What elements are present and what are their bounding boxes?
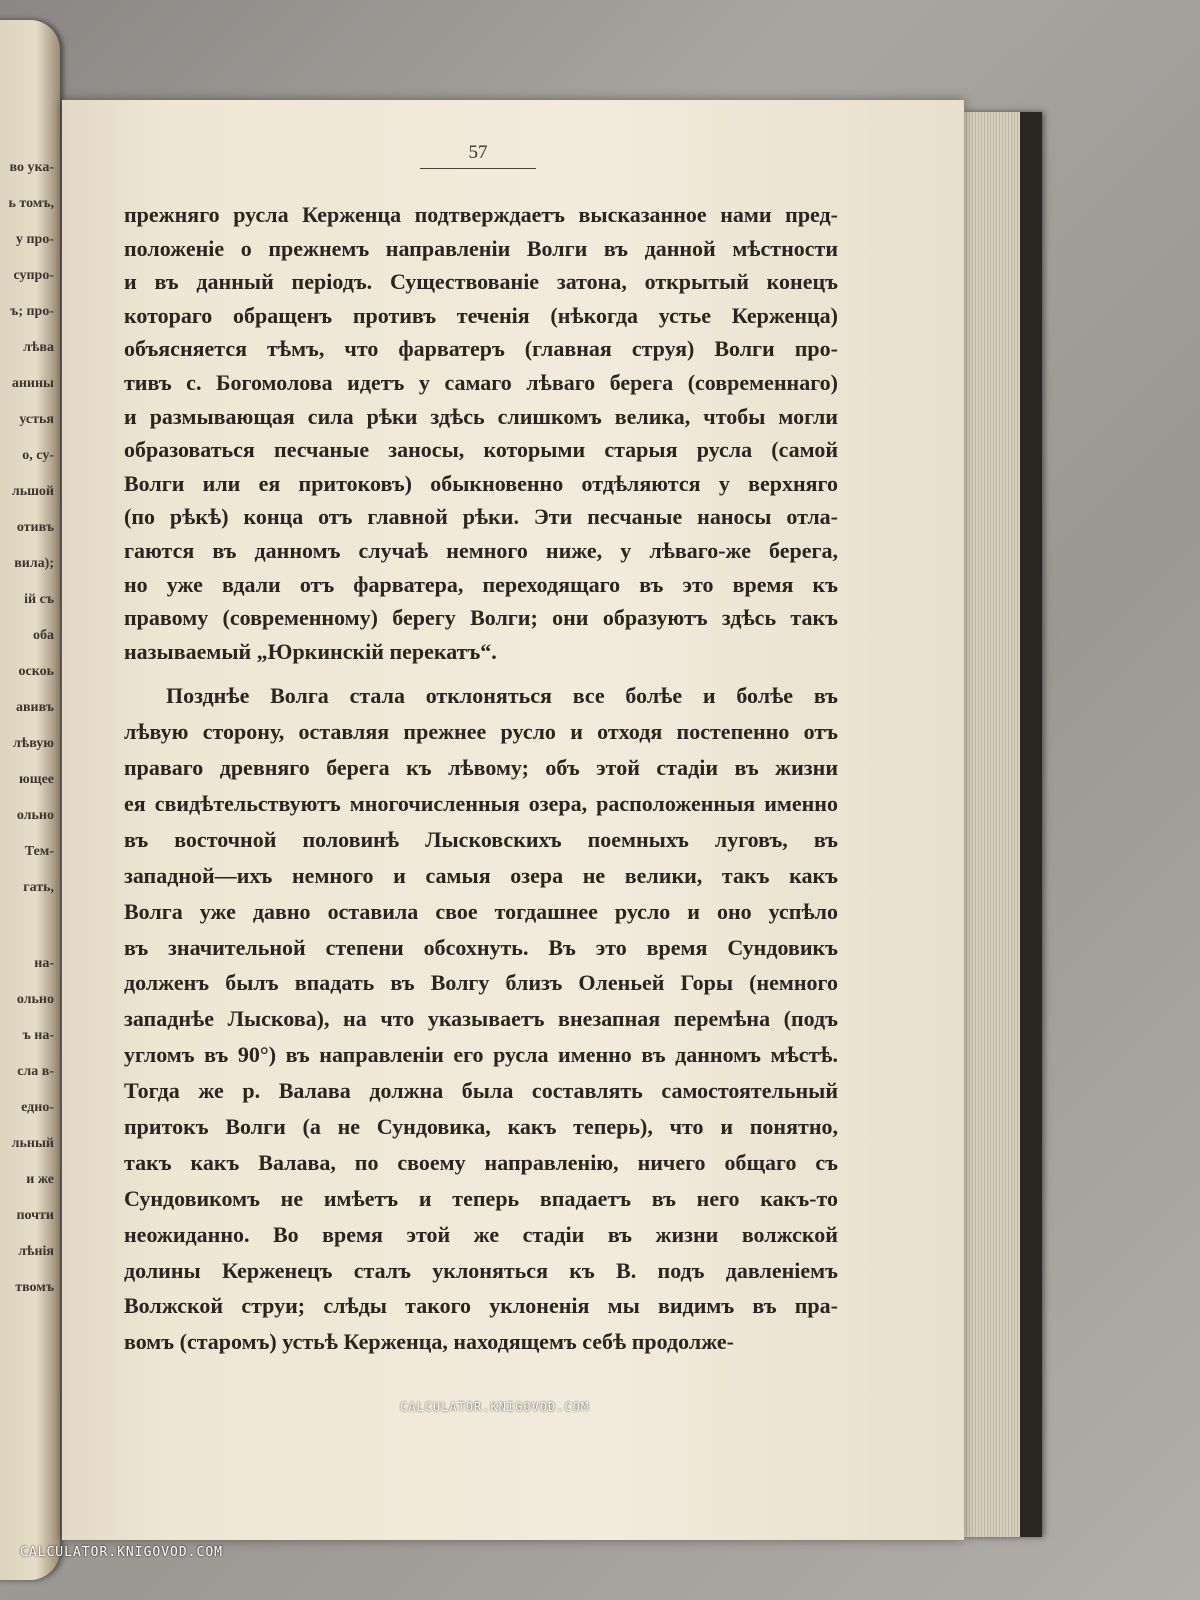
left-page-edge (0, 20, 60, 1580)
text-line: въ значительной степени обсохнуть. Въ это время Сундовикъ (124, 934, 838, 960)
paragraph-1 (124, 198, 838, 668)
text-line: правому (современному) берегу Волги; они образуютъ здѣсь такъ (124, 605, 838, 631)
text-line: Тогда же р. Валава должна была составлять самостоятельный (124, 1078, 838, 1104)
left-page-fragment: супро- (13, 268, 54, 283)
text-line: называемый „Юркинскій перекатъ“. (124, 638, 497, 664)
left-page-fragment: устья (19, 412, 54, 427)
left-page-fragment: ющее (19, 772, 54, 787)
left-page-fragment: вила); (14, 556, 54, 571)
left-page-fragment: льный (11, 1136, 54, 1151)
left-page-fragment: обa (33, 628, 54, 643)
text-line: вомъ (старомъ) устьѣ Керженца, находящемъ себѣ продолже- (124, 1329, 734, 1355)
left-page-fragment: лѣнія (18, 1244, 54, 1259)
text-line: ея свидѣтельствуютъ многочисленныя озера, расположенныя именно (124, 790, 838, 816)
text-line: долженъ былъ впадать въ Волгу близъ Оленьей Горы (немного (124, 970, 838, 996)
left-page-fragment: ольно (16, 992, 54, 1007)
left-page-fragment: гать, (23, 880, 54, 895)
page-body (124, 198, 838, 1360)
watermark-center: CALCULATOR.KNIGOVOD.COM (400, 1400, 590, 1414)
text-line: западнѣе Лыскова), на что указываетъ внезапная перемѣна (подъ (124, 1006, 838, 1032)
text-line: Волжской струи; слѣды такого уклоненія мы видимъ въ пра- (124, 1293, 838, 1319)
text-line: котораго обращенъ противъ теченія (нѣкогда устье Керженца) (124, 302, 838, 328)
left-page-fragment: почти (16, 1208, 54, 1223)
text-line: Волги или ея притоковъ) обыкновенно отдѣляются у верхняго (124, 470, 838, 496)
left-page-fragment: на- (34, 956, 54, 971)
book-page-block (964, 112, 1042, 1537)
text-line: такъ какъ Валава, по своему направленію, ничего общаго съ (124, 1149, 838, 1175)
text-line: и размывающая сила рѣки здѣсь слишкомъ велика, чтобы могли (124, 403, 838, 429)
left-page-fragment: твомъ (15, 1280, 54, 1295)
left-page-fragment: лѣвую (12, 736, 54, 751)
left-page-fragment: отивъ (16, 520, 54, 535)
left-page-fragment: ъ на- (22, 1028, 54, 1043)
left-page-fragment: оскоь (18, 664, 54, 679)
paragraph-2 (124, 678, 838, 1360)
left-page-fragment: ольно (16, 808, 54, 823)
watermark-bottom: CALCULATOR.KNIGOVOD.COM (20, 1545, 224, 1560)
text-line: лѣвую сторону, оставляя прежнее русло и отходя постепенно отъ (124, 719, 838, 745)
text-line: (по рѣкѣ) конца отъ главной рѣки. Эти песчаные наносы отла- (124, 504, 838, 530)
text-line: неожиданно. Во время этой же стадіи въ жизни волжской (124, 1221, 838, 1247)
left-page-fragment: ъ; про- (10, 304, 54, 319)
left-page-fragment: Тем- (24, 844, 54, 859)
left-page-fragment: во ука- (9, 160, 54, 175)
text-line: угломъ въ 90°) въ направленіи его русла именно въ данномъ мѣстѣ. (124, 1042, 838, 1068)
text-line: но уже вдали отъ фарватера, переходящаго въ это время къ (124, 571, 838, 597)
left-page-fragment: лѣва (23, 340, 54, 355)
text-line: и въ данный періодъ. Существованіе затона, открытый конецъ (124, 269, 838, 295)
text-line: тивъ с. Богомолова идетъ у самаго лѣваго берега (современнаго) (124, 369, 838, 395)
left-page-fragment: сла в- (17, 1064, 54, 1079)
text-line: Позднѣе Волга стала отклоняться все болѣе и болѣе въ (166, 683, 838, 709)
left-page-fragment: льшой (11, 484, 54, 499)
text-line: прежняго русла Керженца подтверждаетъ высказанное нами пред- (124, 202, 838, 227)
text-line: притокъ Волги (а не Сундовика, какъ теперь), что и понятно, (124, 1114, 838, 1139)
text-line: положеніе о прежнемъ направленіи Волги въ данной мѣстности (124, 235, 838, 261)
text-line: гаются въ данномъ случаѣ немного ниже, у лѣваго-же берега, (124, 537, 838, 563)
text-line: западной—ихъ немного и самыя озера не велики, такъ какъ (124, 862, 838, 888)
left-page-fragment: анины (11, 376, 54, 391)
text-line: Волга уже давно оставила свое тогдашнее русло и оно успѣло (124, 898, 838, 924)
left-page-fragment: и же (26, 1172, 54, 1187)
left-page-fragment: у про- (15, 232, 54, 247)
page-number: 57 (420, 142, 536, 169)
left-page-fragment: авивъ (15, 700, 54, 715)
left-page-fragment: ій съ (24, 592, 54, 607)
text-line: объясняется тѣмъ, что фарватеръ (главная струя) Волги про- (124, 336, 838, 362)
left-page-fragment: о, су- (22, 448, 54, 463)
text-line: въ восточной половинѣ Лысковскихъ поемныхъ луговъ, въ (124, 826, 838, 852)
text-line: праваго древняго берега къ лѣвому; объ этой стадіи въ жизни (124, 755, 838, 781)
left-page-fragment: едно- (21, 1100, 54, 1115)
text-line: долины Керженецъ сталъ уклоняться къ В. подъ давленіемъ (124, 1257, 838, 1283)
left-page-fragment: ь томъ, (8, 196, 54, 211)
text-line: образоваться песчаные заносы, которыми старыя русла (самой (124, 437, 838, 463)
text-line: Сундовикомъ не имѣетъ и теперь впадаетъ въ него какъ-то (124, 1185, 838, 1211)
